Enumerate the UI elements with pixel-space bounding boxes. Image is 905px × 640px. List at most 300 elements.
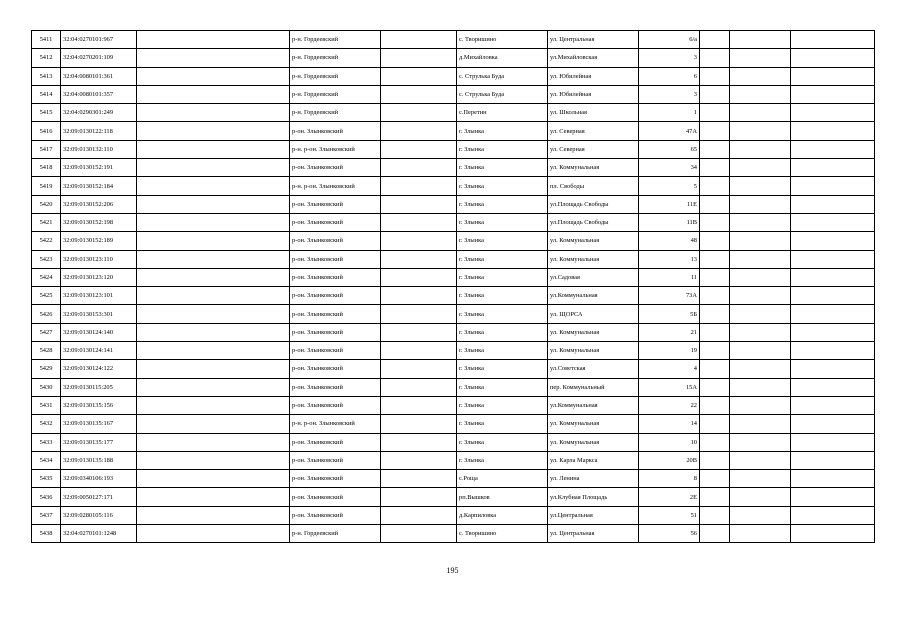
cadastral-number: 32:09:0130124:140 bbox=[61, 323, 137, 341]
empty-cell bbox=[730, 122, 791, 140]
table-row bbox=[32, 104, 875, 122]
empty-cell bbox=[700, 49, 730, 67]
street: ул.Советская bbox=[548, 360, 639, 378]
empty-cell bbox=[730, 488, 791, 506]
empty-cell bbox=[137, 177, 290, 195]
empty-cell bbox=[137, 49, 290, 67]
district: р-н. р-он. Злынковский bbox=[290, 177, 381, 195]
empty-cell bbox=[381, 360, 457, 378]
row-number: 5424 bbox=[32, 268, 61, 286]
row-number: 5427 bbox=[32, 323, 61, 341]
cadastral-number: 32:09:0130124:141 bbox=[61, 342, 137, 360]
locality: г. Злынка bbox=[457, 396, 548, 414]
district: р-он. Злынковский bbox=[290, 451, 381, 469]
locality: с. Творишино bbox=[457, 525, 548, 543]
empty-cell bbox=[791, 104, 875, 122]
street: ул.Площадь Свободы bbox=[548, 213, 639, 231]
locality: г. Злынка bbox=[457, 433, 548, 451]
street: ул. Коммунальная bbox=[548, 415, 639, 433]
cadastral-number: 32:09:0130152:198 bbox=[61, 213, 137, 231]
empty-cell bbox=[381, 488, 457, 506]
empty-cell bbox=[791, 433, 875, 451]
street: ул. Ленина bbox=[548, 470, 639, 488]
house-number: 1 bbox=[639, 104, 700, 122]
empty-cell bbox=[730, 305, 791, 323]
table-row bbox=[32, 85, 875, 103]
empty-cell bbox=[730, 268, 791, 286]
empty-cell bbox=[137, 360, 290, 378]
cadastral-number: 32:09:0130115:205 bbox=[61, 378, 137, 396]
district: р-он. Злынковский bbox=[290, 433, 381, 451]
empty-cell bbox=[791, 85, 875, 103]
district: р-он. Злынковский bbox=[290, 268, 381, 286]
empty-cell bbox=[137, 213, 290, 231]
empty-cell bbox=[381, 67, 457, 85]
street: ул. Коммунальная bbox=[548, 250, 639, 268]
empty-cell bbox=[381, 232, 457, 250]
locality: г. Злынка bbox=[457, 140, 548, 158]
table-row bbox=[32, 122, 875, 140]
empty-cell bbox=[381, 268, 457, 286]
register-table bbox=[31, 30, 875, 543]
street: ул.Садовая bbox=[548, 268, 639, 286]
empty-cell bbox=[700, 287, 730, 305]
locality: с.Перетин bbox=[457, 104, 548, 122]
empty-cell bbox=[381, 159, 457, 177]
street: ул. Центральная bbox=[548, 31, 639, 49]
empty-cell bbox=[137, 85, 290, 103]
table-row bbox=[32, 67, 875, 85]
locality: д.Михайловка bbox=[457, 49, 548, 67]
row-number: 5432 bbox=[32, 415, 61, 433]
district: р-он. Злынковский bbox=[290, 506, 381, 524]
street: ул. Школьная bbox=[548, 104, 639, 122]
empty-cell bbox=[137, 104, 290, 122]
street: ул. ЩОРСА bbox=[548, 305, 639, 323]
table-row bbox=[32, 213, 875, 231]
house-number: 15А bbox=[639, 378, 700, 396]
table-row bbox=[32, 323, 875, 341]
locality: г. Злынка bbox=[457, 287, 548, 305]
empty-cell bbox=[381, 140, 457, 158]
cadastral-number: 32:09:0340106:193 bbox=[61, 470, 137, 488]
empty-cell bbox=[791, 378, 875, 396]
empty-cell bbox=[381, 506, 457, 524]
locality: с. Струлька Буда bbox=[457, 67, 548, 85]
house-number: 4 bbox=[639, 360, 700, 378]
cadastral-number: 32:04:0080101:361 bbox=[61, 67, 137, 85]
district: р-он. Злынковский bbox=[290, 360, 381, 378]
empty-cell bbox=[137, 305, 290, 323]
empty-cell bbox=[730, 232, 791, 250]
empty-cell bbox=[700, 159, 730, 177]
empty-cell bbox=[791, 140, 875, 158]
street: ул.Клубная Площадь bbox=[548, 488, 639, 506]
locality: г. Злынка bbox=[457, 451, 548, 469]
row-number: 5437 bbox=[32, 506, 61, 524]
empty-cell bbox=[137, 433, 290, 451]
empty-cell bbox=[381, 415, 457, 433]
empty-cell bbox=[700, 268, 730, 286]
street: ул. Коммунальная bbox=[548, 232, 639, 250]
table-row bbox=[32, 360, 875, 378]
cadastral-number: 32:09:0130135:167 bbox=[61, 415, 137, 433]
empty-cell bbox=[381, 104, 457, 122]
row-number: 5412 bbox=[32, 49, 61, 67]
table-row bbox=[32, 525, 875, 543]
house-number: 65 bbox=[639, 140, 700, 158]
empty-cell bbox=[381, 451, 457, 469]
empty-cell bbox=[381, 378, 457, 396]
table-body bbox=[32, 31, 875, 543]
house-number: 10 bbox=[639, 433, 700, 451]
locality: г. Злынка bbox=[457, 268, 548, 286]
empty-cell bbox=[381, 396, 457, 414]
house-number: 21 bbox=[639, 323, 700, 341]
empty-cell bbox=[730, 433, 791, 451]
street: ул. Центральная bbox=[548, 525, 639, 543]
empty-cell bbox=[730, 250, 791, 268]
empty-cell bbox=[791, 506, 875, 524]
house-number: 3 bbox=[639, 49, 700, 67]
empty-cell bbox=[730, 177, 791, 195]
empty-cell bbox=[791, 159, 875, 177]
empty-cell bbox=[700, 122, 730, 140]
house-number: 8 bbox=[639, 470, 700, 488]
empty-cell bbox=[791, 451, 875, 469]
empty-cell bbox=[730, 451, 791, 469]
district: р-он. Злынковский bbox=[290, 250, 381, 268]
page-number: 195 bbox=[446, 566, 459, 575]
empty-cell bbox=[730, 140, 791, 158]
empty-cell bbox=[137, 378, 290, 396]
house-number: 34 bbox=[639, 159, 700, 177]
table-row bbox=[32, 195, 875, 213]
empty-cell bbox=[730, 104, 791, 122]
empty-cell bbox=[791, 67, 875, 85]
empty-cell bbox=[700, 31, 730, 49]
row-number: 5414 bbox=[32, 85, 61, 103]
street: ул. Юбилейная bbox=[548, 85, 639, 103]
district: р-н. Гордеевский bbox=[290, 85, 381, 103]
row-number: 5421 bbox=[32, 213, 61, 231]
empty-cell bbox=[791, 287, 875, 305]
district: р-он. Злынковский bbox=[290, 195, 381, 213]
locality: г. Злынка bbox=[457, 305, 548, 323]
empty-cell bbox=[730, 31, 791, 49]
empty-cell bbox=[700, 378, 730, 396]
house-number: 6 bbox=[639, 67, 700, 85]
cadastral-number: 32:09:0280105:116 bbox=[61, 506, 137, 524]
cadastral-number: 32:04:0270101:967 bbox=[61, 31, 137, 49]
cadastral-number: 32:09:0130135:177 bbox=[61, 433, 137, 451]
empty-cell bbox=[381, 470, 457, 488]
table-row bbox=[32, 433, 875, 451]
empty-cell bbox=[137, 250, 290, 268]
table-row bbox=[32, 378, 875, 396]
district: р-он. Злынковский bbox=[290, 323, 381, 341]
empty-cell bbox=[791, 305, 875, 323]
cadastral-number: 32:09:0130152:189 bbox=[61, 232, 137, 250]
table-row bbox=[32, 268, 875, 286]
house-number: 5Б bbox=[639, 305, 700, 323]
empty-cell bbox=[730, 159, 791, 177]
empty-cell bbox=[700, 470, 730, 488]
empty-cell bbox=[730, 287, 791, 305]
row-number: 5429 bbox=[32, 360, 61, 378]
cadastral-number: 32:09:0130152:206 bbox=[61, 195, 137, 213]
table-row bbox=[32, 49, 875, 67]
empty-cell bbox=[137, 396, 290, 414]
cadastral-number: 32:09:0130122:118 bbox=[61, 122, 137, 140]
row-number: 5420 bbox=[32, 195, 61, 213]
locality: с.Роща bbox=[457, 470, 548, 488]
row-number: 5417 bbox=[32, 140, 61, 158]
house-number: 3 bbox=[639, 85, 700, 103]
row-number: 5436 bbox=[32, 488, 61, 506]
house-number: 48 bbox=[639, 232, 700, 250]
empty-cell bbox=[791, 122, 875, 140]
row-number: 5423 bbox=[32, 250, 61, 268]
district: р-он. Злынковский bbox=[290, 159, 381, 177]
empty-cell bbox=[137, 415, 290, 433]
empty-cell bbox=[791, 49, 875, 67]
house-number: 19 bbox=[639, 342, 700, 360]
row-number: 5431 bbox=[32, 396, 61, 414]
row-number: 5425 bbox=[32, 287, 61, 305]
locality: г. Злынка bbox=[457, 360, 548, 378]
house-number: 2Е bbox=[639, 488, 700, 506]
empty-cell bbox=[381, 85, 457, 103]
empty-cell bbox=[700, 305, 730, 323]
district: р-он. Злынковский bbox=[290, 213, 381, 231]
empty-cell bbox=[137, 159, 290, 177]
empty-cell bbox=[381, 213, 457, 231]
locality: г. Злынка bbox=[457, 195, 548, 213]
row-number: 5418 bbox=[32, 159, 61, 177]
district: р-он. Злынковский bbox=[290, 305, 381, 323]
cadastral-number: 32:04:0270201:109 bbox=[61, 49, 137, 67]
empty-cell bbox=[700, 213, 730, 231]
empty-cell bbox=[137, 195, 290, 213]
house-number: 11В bbox=[639, 213, 700, 231]
district: р-он. Злынковский bbox=[290, 287, 381, 305]
locality: г. Злынка bbox=[457, 159, 548, 177]
empty-cell bbox=[137, 323, 290, 341]
empty-cell bbox=[137, 232, 290, 250]
empty-cell bbox=[791, 250, 875, 268]
cadastral-number: 32:09:0130123:110 bbox=[61, 250, 137, 268]
empty-cell bbox=[791, 213, 875, 231]
empty-cell bbox=[730, 415, 791, 433]
house-number: 51 bbox=[639, 506, 700, 524]
empty-cell bbox=[700, 433, 730, 451]
empty-cell bbox=[137, 140, 290, 158]
empty-cell bbox=[700, 323, 730, 341]
empty-cell bbox=[791, 232, 875, 250]
table-row bbox=[32, 396, 875, 414]
empty-cell bbox=[791, 195, 875, 213]
empty-cell bbox=[791, 396, 875, 414]
cadastral-number: 32:09:0130152:184 bbox=[61, 177, 137, 195]
row-number: 5434 bbox=[32, 451, 61, 469]
empty-cell bbox=[381, 323, 457, 341]
empty-cell bbox=[791, 342, 875, 360]
empty-cell bbox=[730, 342, 791, 360]
cadastral-number: 32:09:0130123:101 bbox=[61, 287, 137, 305]
empty-cell bbox=[381, 342, 457, 360]
locality: рп.Вышков bbox=[457, 488, 548, 506]
empty-cell bbox=[730, 378, 791, 396]
empty-cell bbox=[137, 122, 290, 140]
empty-cell bbox=[700, 360, 730, 378]
street: ул. Карла Маркса bbox=[548, 451, 639, 469]
empty-cell bbox=[381, 305, 457, 323]
locality: г. Злынка bbox=[457, 415, 548, 433]
table-row bbox=[32, 470, 875, 488]
district: р-н. Гордеевский bbox=[290, 104, 381, 122]
empty-cell bbox=[730, 67, 791, 85]
empty-cell bbox=[730, 85, 791, 103]
district: р-н. р-он. Злынковский bbox=[290, 140, 381, 158]
house-number: 5 bbox=[639, 177, 700, 195]
empty-cell bbox=[791, 268, 875, 286]
locality: г. Злынка bbox=[457, 177, 548, 195]
house-number: 14 bbox=[639, 415, 700, 433]
empty-cell bbox=[137, 342, 290, 360]
empty-cell bbox=[700, 250, 730, 268]
house-number: 22 bbox=[639, 396, 700, 414]
cadastral-number: 32:04:0080101:357 bbox=[61, 85, 137, 103]
street: ул. Юбилейная bbox=[548, 67, 639, 85]
street: ул. Коммунальная bbox=[548, 323, 639, 341]
empty-cell bbox=[700, 85, 730, 103]
empty-cell bbox=[700, 506, 730, 524]
district: р-он. Злынковский bbox=[290, 122, 381, 140]
cadastral-number: 32:09:0050127:171 bbox=[61, 488, 137, 506]
street: ул. Северная bbox=[548, 122, 639, 140]
house-number: 73А bbox=[639, 287, 700, 305]
empty-cell bbox=[700, 451, 730, 469]
cadastral-number: 32:09:0130124:122 bbox=[61, 360, 137, 378]
row-number: 5426 bbox=[32, 305, 61, 323]
district: р-н. р-он. Злынковский bbox=[290, 415, 381, 433]
locality: г. Злынка bbox=[457, 232, 548, 250]
cadastral-number: 32:09:0130153:301 bbox=[61, 305, 137, 323]
empty-cell bbox=[700, 67, 730, 85]
table-row bbox=[32, 415, 875, 433]
district: р-н. Гордеевский bbox=[290, 49, 381, 67]
street: ул. Коммунальная bbox=[548, 342, 639, 360]
locality: с. Струлька Буда bbox=[457, 85, 548, 103]
district: р-он. Злынковский bbox=[290, 342, 381, 360]
district: р-он. Злынковский bbox=[290, 378, 381, 396]
row-number: 5411 bbox=[32, 31, 61, 49]
house-number: 20В bbox=[639, 451, 700, 469]
locality: с. Творишино bbox=[457, 31, 548, 49]
house-number: 11 bbox=[639, 268, 700, 286]
house-number: 13 bbox=[639, 250, 700, 268]
empty-cell bbox=[700, 140, 730, 158]
empty-cell bbox=[730, 396, 791, 414]
locality: г. Злынка bbox=[457, 342, 548, 360]
empty-cell bbox=[137, 268, 290, 286]
street: ул.Коммунальная bbox=[548, 287, 639, 305]
empty-cell bbox=[791, 525, 875, 543]
empty-cell bbox=[381, 525, 457, 543]
row-number: 5413 bbox=[32, 67, 61, 85]
locality: г. Злынка bbox=[457, 378, 548, 396]
table-row bbox=[32, 232, 875, 250]
row-number: 5416 bbox=[32, 122, 61, 140]
row-number: 5419 bbox=[32, 177, 61, 195]
empty-cell bbox=[137, 67, 290, 85]
empty-cell bbox=[730, 525, 791, 543]
street: ул. Северная bbox=[548, 140, 639, 158]
cadastral-number: 32:09:0130152:191 bbox=[61, 159, 137, 177]
table-row bbox=[32, 506, 875, 524]
row-number: 5433 bbox=[32, 433, 61, 451]
cadastral-number: 32:09:0130135:188 bbox=[61, 451, 137, 469]
district: р-н. Гордеевский bbox=[290, 31, 381, 49]
empty-cell bbox=[791, 177, 875, 195]
empty-cell bbox=[137, 287, 290, 305]
empty-cell bbox=[730, 470, 791, 488]
empty-cell bbox=[730, 360, 791, 378]
table-row bbox=[32, 250, 875, 268]
empty-cell bbox=[700, 104, 730, 122]
street: ул.Коммунальная bbox=[548, 396, 639, 414]
cadastral-number: 32:04:0290301:249 bbox=[61, 104, 137, 122]
empty-cell bbox=[730, 213, 791, 231]
empty-cell bbox=[137, 525, 290, 543]
empty-cell bbox=[381, 122, 457, 140]
district: р-н. Гордеевский bbox=[290, 67, 381, 85]
empty-cell bbox=[700, 195, 730, 213]
locality: г. Злынка bbox=[457, 213, 548, 231]
empty-cell bbox=[700, 342, 730, 360]
empty-cell bbox=[791, 323, 875, 341]
empty-cell bbox=[137, 31, 290, 49]
row-number: 5430 bbox=[32, 378, 61, 396]
row-number: 5422 bbox=[32, 232, 61, 250]
empty-cell bbox=[381, 433, 457, 451]
empty-cell bbox=[381, 287, 457, 305]
locality: д.Карпиловка bbox=[457, 506, 548, 524]
house-number: 56 bbox=[639, 525, 700, 543]
empty-cell bbox=[791, 360, 875, 378]
street: пл. Свободы bbox=[548, 177, 639, 195]
street: ул.Центральная bbox=[548, 506, 639, 524]
empty-cell bbox=[381, 177, 457, 195]
empty-cell bbox=[730, 195, 791, 213]
empty-cell bbox=[137, 470, 290, 488]
district: р-н. Гордеевский bbox=[290, 525, 381, 543]
street: пер. Коммунальный bbox=[548, 378, 639, 396]
district: р-он. Злынковский bbox=[290, 232, 381, 250]
locality: г. Злынка bbox=[457, 122, 548, 140]
table-row bbox=[32, 287, 875, 305]
house-number: 47А bbox=[639, 122, 700, 140]
empty-cell bbox=[381, 49, 457, 67]
empty-cell bbox=[791, 470, 875, 488]
house-number: 11Е bbox=[639, 195, 700, 213]
empty-cell bbox=[791, 415, 875, 433]
street: ул. Коммунальная bbox=[548, 159, 639, 177]
row-number: 5435 bbox=[32, 470, 61, 488]
table-row bbox=[32, 305, 875, 323]
empty-cell bbox=[700, 488, 730, 506]
